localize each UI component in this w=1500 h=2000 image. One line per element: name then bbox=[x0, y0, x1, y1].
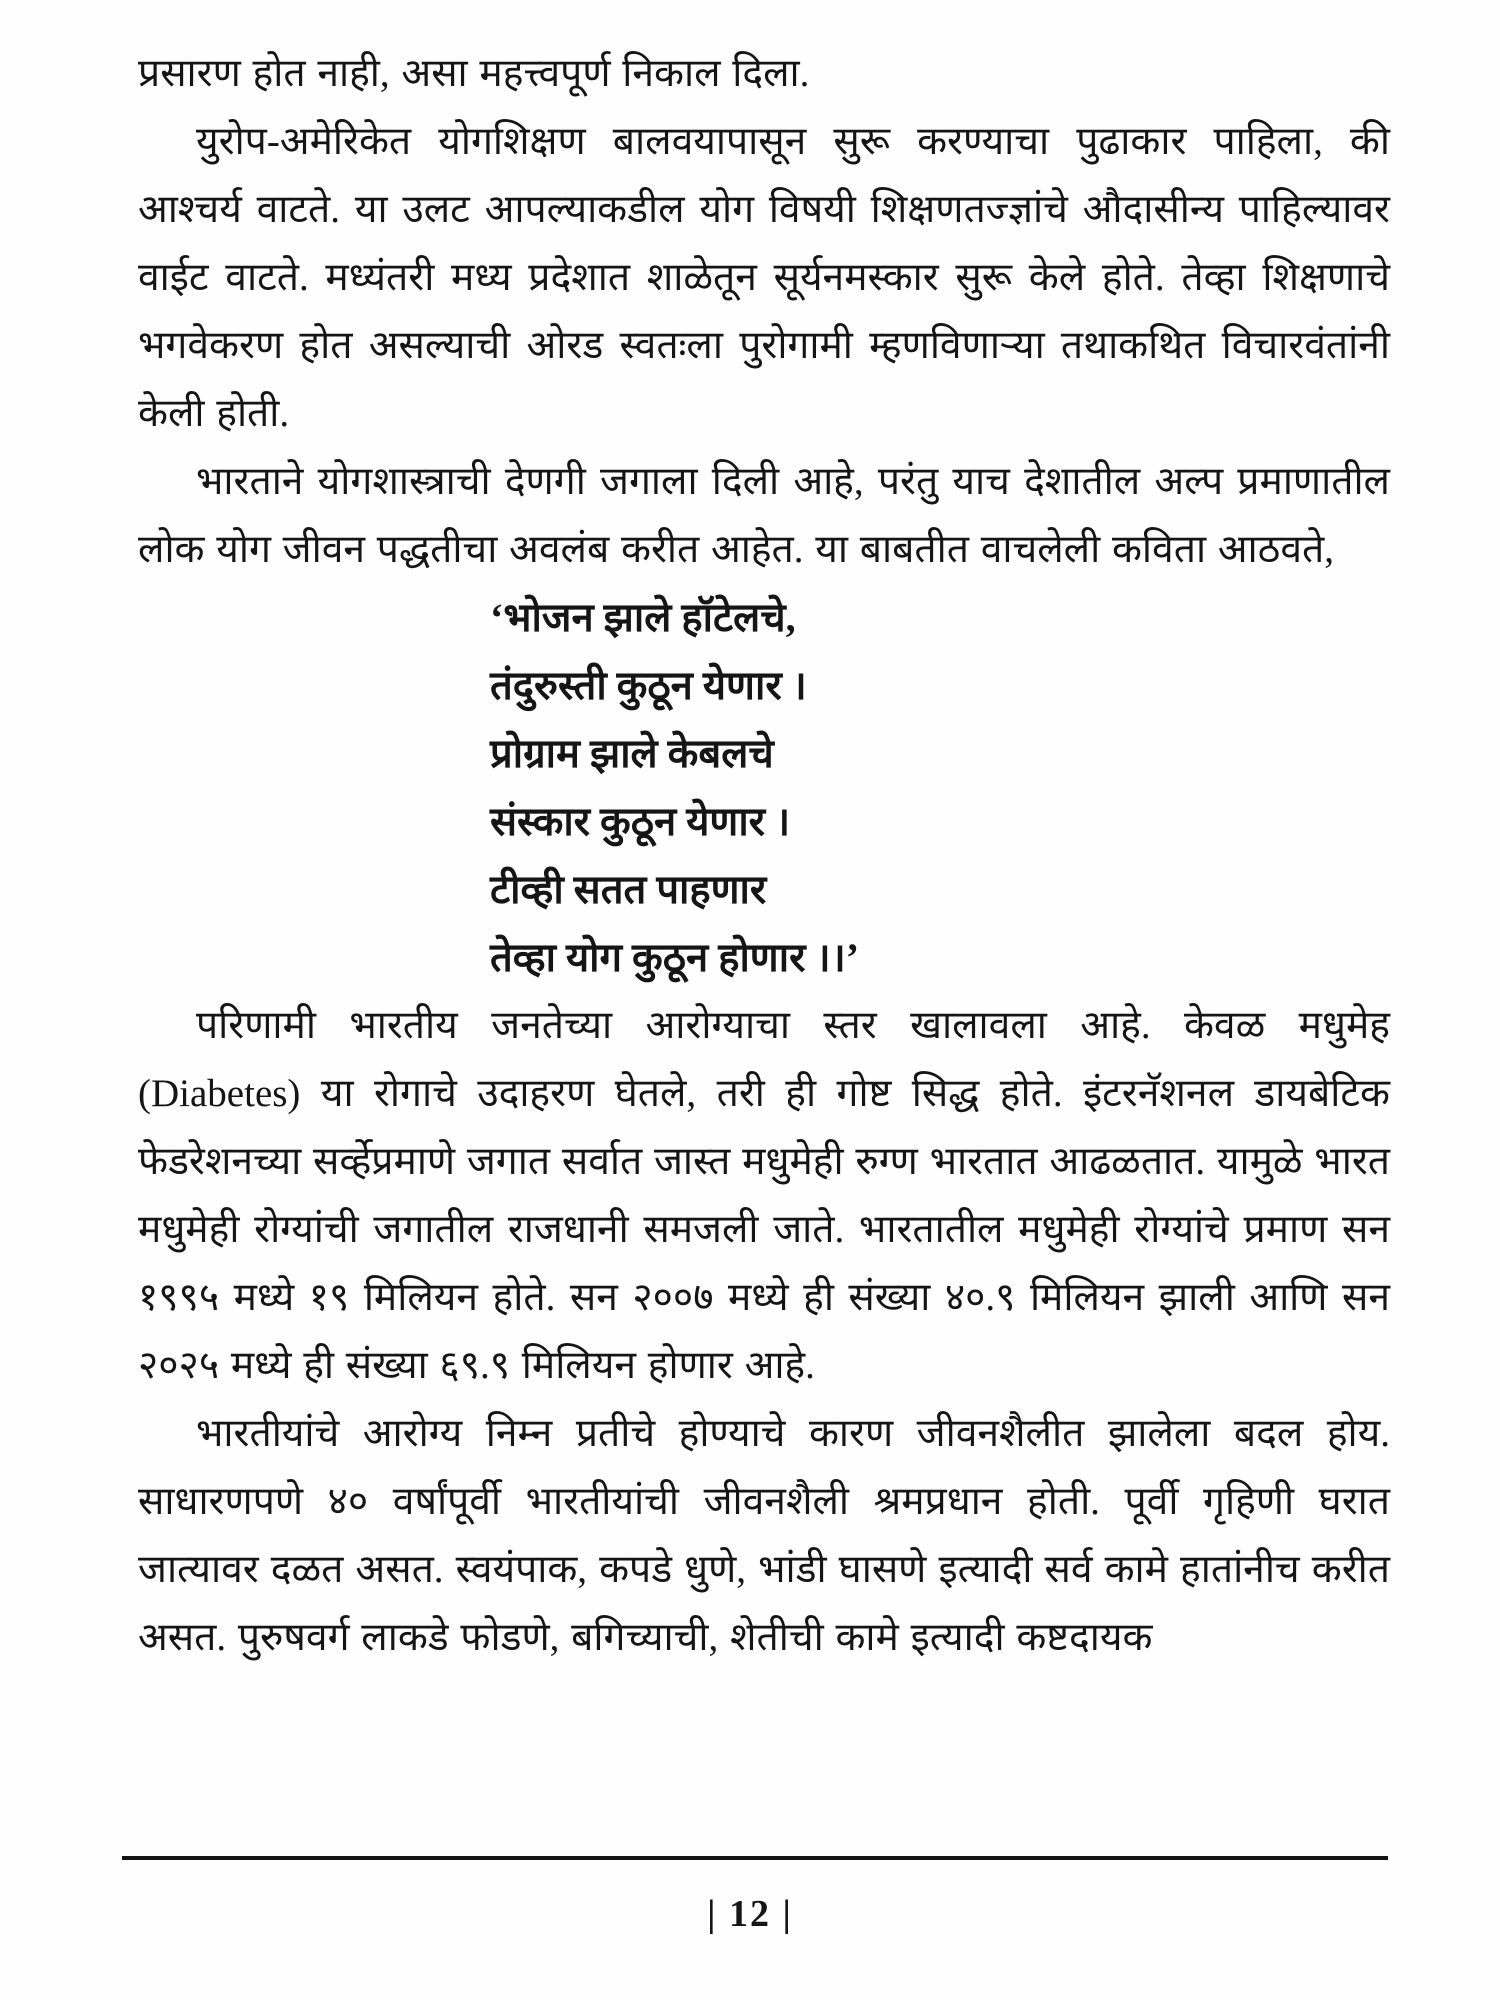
poem-line: तंदुरुस्ती कुठून येणार । bbox=[490, 663, 807, 708]
footer-divider bbox=[122, 1856, 1388, 1860]
poem-line: टीव्ही सतत पाहणार bbox=[490, 867, 767, 912]
page-content bbox=[138, 40, 1390, 1672]
poem-line: तेव्हा योग कुठून होणार ।।’ bbox=[490, 935, 860, 980]
paragraph-diabetes-statistics: परिणामी भारतीय जनतेच्या आरोग्याचा स्तर खालावला आहे. केवळ मधुमेह (Diabetes) या रोगाचे उदाहरण घेतले, तरी ही गोष्ट सिद्ध होते. इंटरनॅशनल डायबेटिक फेडरेशनच्या सर्व्हेप्रमाणे जगात सर्वात जास्त मधुमेही रुग्ण भारतात आढळतात. यामुळे भारत मधुमेही रोग्यांची जगातील राजधानी समजली जाते. भारतातील मधुमेही रोग्यांचे प्रमाण सन १९९५ मध्ये १९ मिलियन होते. सन २००७ मध्ये ही संख्या ४०.९ मिलियन झाली आणि सन २०२५ मध्ये ही संख्या ६९.९ मिलियन होणार आहे. bbox=[138, 1004, 1391, 1387]
paragraph-yoga-gift: भारताने योगशास्त्राची देणगी जगाला दिली आहे, परंतु याच देशातील अल्प प्रमाणातील लोक योग जीवन पद्धतीचा अवलंब करीत आहेत. या बाबतीत वाचलेली कविता आठवते, bbox=[138, 460, 1390, 571]
poem-line: संस्कार कुठून येणार । bbox=[490, 799, 791, 844]
paragraph-continuation: प्रसारण होत नाही, असा महत्त्वपूर्ण निकाल दिला. bbox=[138, 52, 810, 95]
page-number: | 12 | bbox=[707, 1893, 793, 1935]
poem-line: प्रोग्राम झाले केबलचे bbox=[490, 731, 774, 776]
paragraph-yoga-education: युरोप-अमेरिकेत योगशिक्षण बालवयापासून सुरू करण्याचा पुढाकार पाहिला, की आश्चर्य वाटते. या उलट आपल्याकडील योग विषयी शिक्षणतज्ज्ञांचे औदासीन्य पाहिल्यावर वाईट वाटते. मध्यंतरी मध्य प्रदेशात शाळेतून सूर्यनमस्कार सुरू केले होते. तेव्हा शिक्षणाचे भगवेकरण होत असल्याची ओरड स्वतःला पुरोगामी म्हणविणाऱ्या तथाकथित विचारवंतांनी केली होती. bbox=[138, 120, 1390, 435]
poem-line: ‘भोजन झाले हॉटेलचे, bbox=[490, 595, 796, 640]
poem-block bbox=[490, 584, 1390, 992]
paragraph-lifestyle-change: भारतीयांचे आरोग्य निम्न प्रतीचे होण्याचे कारण जीवनशैलीत झालेला बदल होय. साधारणपणे ४० वर्षांपूर्वी भारतीयांची जीवनशैली श्रमप्रधान होती. पूर्वी गृहिणी घरात जात्यावर दळत असत. स्वयंपाक, कपडे धुणे, भांडी घासणे इत्यादी सर्व कामे हातांनीच करीत असत. पुरुषवर्ग लाकडे फोडणे, बगिच्याची, शेतीची कामे इत्यादी कष्टदायक bbox=[138, 1412, 1390, 1659]
